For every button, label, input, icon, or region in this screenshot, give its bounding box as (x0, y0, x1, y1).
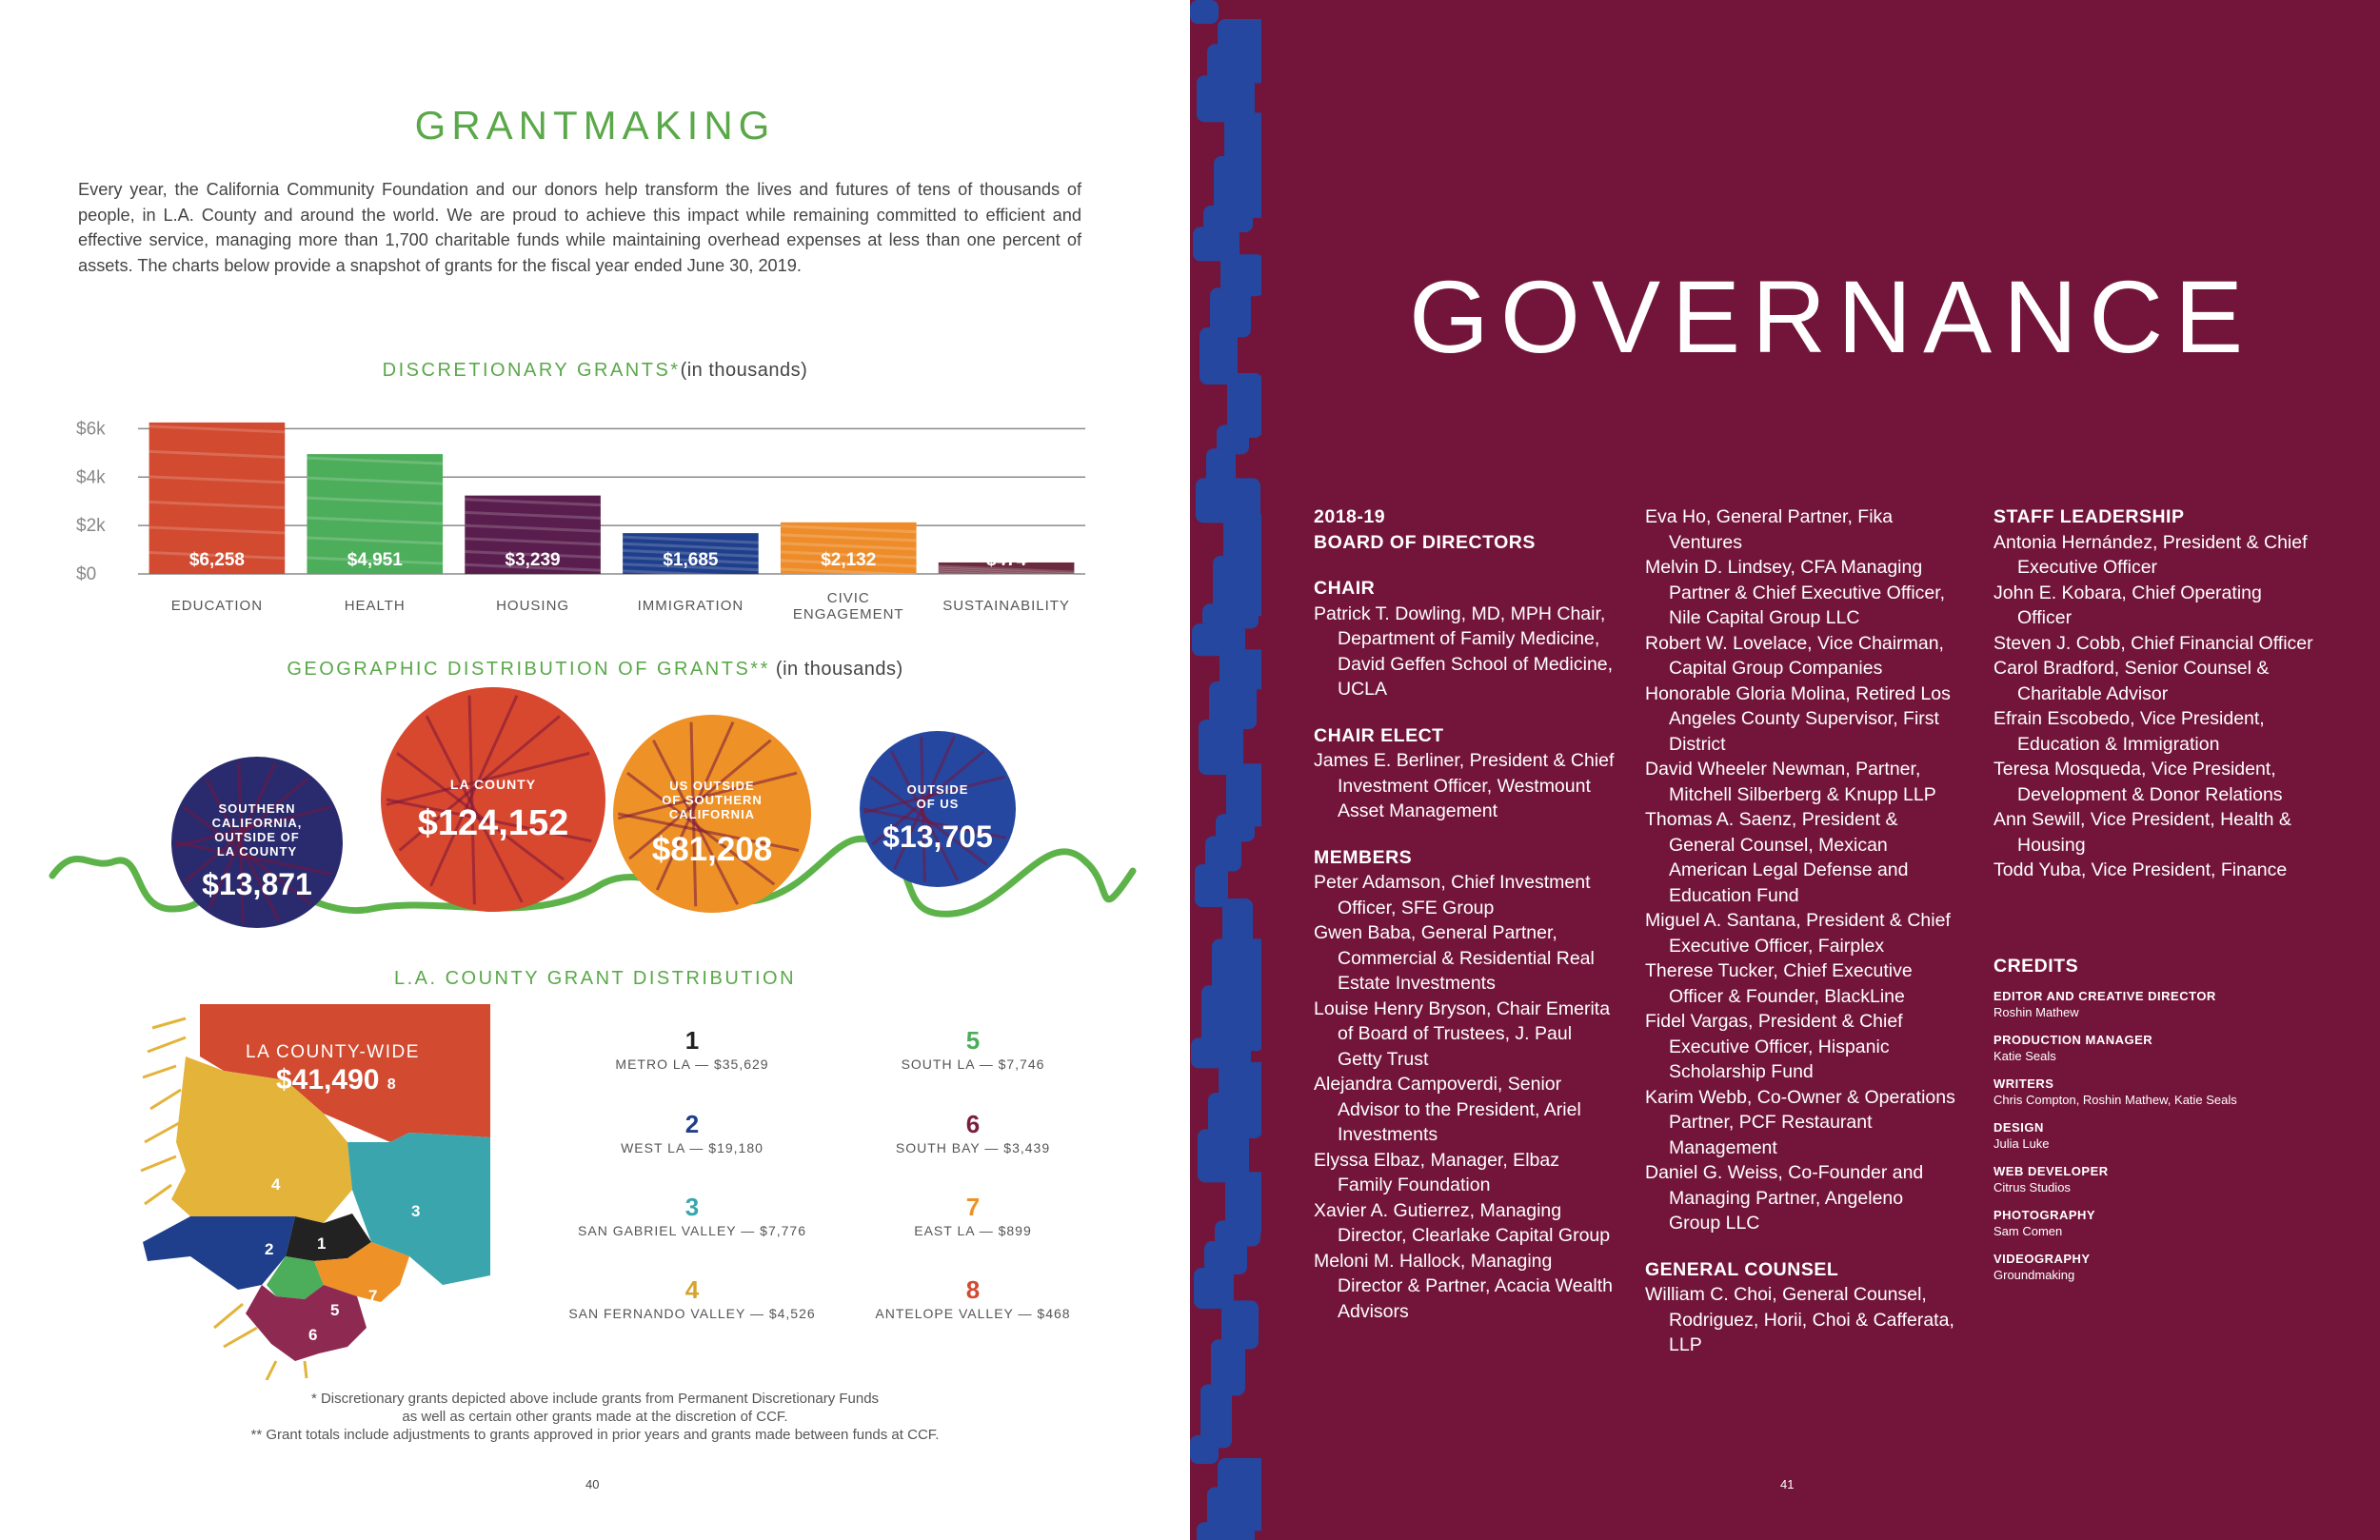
right-page (1190, 0, 2380, 1540)
credit-name: Citrus Studios (1993, 1180, 2071, 1194)
geo-title-sub: (in thousands) (769, 659, 903, 680)
credits-heading-wrap (1993, 954, 2317, 979)
credit-role: EDITOR AND CREATIVE DIRECTOR (1993, 989, 2216, 1003)
bubble-value: $124,152 (417, 803, 569, 843)
region-label: SAN GABRIEL VALLEY — $7,776 (578, 1223, 806, 1238)
section-heading: CHAIR (1314, 578, 1376, 599)
region-label: SAN FERNANDO VALLEY — $4,526 (568, 1306, 816, 1321)
region-number: 2 (684, 1110, 700, 1138)
region-legend-item (830, 1110, 1116, 1157)
region-label: EAST LA — $899 (914, 1223, 1032, 1238)
y-tick-label: $0 (76, 564, 97, 584)
person-entry: Carol Bradford, Senior Counsel & Charitable Advisor (1993, 658, 2270, 704)
person-entry: Alejandra Campoverdi, Senior Advisor to the President, Ariel Investments (1314, 1074, 1581, 1145)
bubble (381, 687, 605, 912)
map-region-number: 7 (368, 1287, 378, 1305)
bubble-label: LA COUNTY (216, 844, 298, 859)
map-region-number: 6 (308, 1326, 318, 1344)
section-heading: STAFF LEADERSHIP (1993, 506, 2185, 527)
person-entry: Teresa Mosqueda, Vice President, Development & Donor Relations (1993, 759, 2283, 805)
person-entry: Antonia Hernández, President & Chief Executive Officer (1993, 531, 2308, 578)
bubble-label: LA COUNTY (449, 777, 537, 792)
person-entry: Xavier A. Gutierrez, Managing Director, Clearlake Capital Group (1314, 1199, 1611, 1246)
section-heading: BOARD OF DIRECTORS (1314, 531, 1536, 553)
category-label: HOUSING (496, 598, 570, 614)
region-label: SOUTH BAY — $3,439 (895, 1140, 1051, 1155)
bubble-value: $81,208 (651, 831, 773, 868)
region-legend-item (549, 1110, 835, 1157)
category-label: SUSTAINABILITY (942, 598, 1070, 614)
credit-role: DESIGN (1993, 1120, 2044, 1135)
spacer (1645, 1236, 1959, 1257)
region-label: METRO LA — $35,629 (615, 1056, 769, 1072)
region-legend-item (549, 1026, 835, 1074)
board-column-2 (1645, 504, 1959, 1358)
region-number: 6 (965, 1110, 981, 1138)
region-number: 5 (965, 1026, 981, 1055)
person-entry: James E. Berliner, President & Chief Investment Officer, Westmount Asset Management (1314, 750, 1615, 821)
person-entry: Gwen Baba, General Partner, Commercial & Residential Real Estate Investments (1314, 922, 1595, 994)
geographic-distribution-chart (38, 681, 1142, 938)
region-number: 1 (684, 1026, 700, 1055)
discretionary-title-sub: (in thousands) (680, 360, 808, 381)
person-entry: Elyssa Elbaz, Manager, Elbaz Family Foundation (1314, 1149, 1559, 1195)
bubble-value: $13,705 (883, 819, 993, 854)
bar-value-label: $3,239 (505, 550, 561, 570)
category-label: EDUCATION (170, 598, 264, 614)
stripe-blob (1195, 864, 1228, 907)
category-label: CIVIC (826, 590, 870, 606)
credit-role: PRODUCTION MANAGER (1993, 1033, 2153, 1047)
y-tick-label: $4k (76, 467, 106, 488)
credit-name: Julia Luke (1993, 1136, 2050, 1151)
region-legend-item (830, 1026, 1116, 1074)
person-entry: Efrain Escobedo, Vice President, Education & Immigration (1993, 708, 2265, 755)
bubble (860, 731, 1016, 887)
person-entry: Thomas A. Saenz, President & General Counsel, Mexican American Legal Defense and Education Fund (1645, 809, 1909, 906)
person-entry: Ann Sewill, Vice President, Health & Housing (1993, 809, 2291, 856)
la-county-wide-label: LA COUNTY-WIDE (246, 1042, 420, 1062)
bubble-label: OUTSIDE OF (214, 830, 300, 844)
stripe-blob (1190, 0, 1219, 24)
credit-role: VIDEOGRAPHY (1993, 1252, 2091, 1266)
bar-value-label: $2,132 (821, 550, 877, 570)
region-label: ANTELOPE VALLEY — $468 (875, 1306, 1071, 1321)
category-label: ENGAGEMENT (792, 606, 904, 622)
credit-role: WRITERS (1993, 1076, 2054, 1091)
spacer (1314, 555, 1618, 576)
bubble-label: OF US (916, 797, 960, 811)
person-entry: Steven J. Cobb, Chief Financial Officer (1993, 632, 2313, 654)
credit-name: Groundmaking (1993, 1268, 2075, 1282)
stripe-blob (1197, 1522, 1255, 1540)
governance-title: GOVERNANCE (1409, 259, 2255, 374)
region-number: 8 (965, 1275, 981, 1304)
credit-name: Chris Compton, Roshin Mathew, Katie Seals (1993, 1093, 2237, 1107)
bubble-label: OUTSIDE (906, 782, 969, 797)
person-entry: Todd Yuba, Vice President, Finance (1993, 859, 2288, 880)
bar-value-label: $1,685 (663, 550, 719, 570)
person-entry: William C. Choi, General Counsel, Rodriguez, Horii, Choi & Cafferata, LLP (1645, 1284, 1954, 1355)
person-entry: John E. Kobara, Chief Operating Officer (1993, 582, 2262, 628)
map-region-number: 3 (411, 1202, 421, 1220)
region-number: 7 (965, 1193, 981, 1221)
region-number: 3 (684, 1193, 700, 1221)
geo-title (0, 659, 1190, 681)
bubble-label: US OUTSIDE (669, 779, 755, 793)
region-label: SOUTH LA — $7,746 (901, 1056, 1045, 1072)
person-entry: Fidel Vargas, President & Chief Executive Officer, Hispanic Scholarship Fund (1645, 1011, 1903, 1082)
person-entry: Robert W. Lovelace, Vice Chairman, Capital Group Companies (1645, 632, 1944, 679)
geo-title-text: GEOGRAPHIC DISTRIBUTION OF GRANTS** (287, 659, 770, 680)
section-heading: 2018-19 (1314, 506, 1386, 527)
map-region-number: 1 (317, 1234, 327, 1253)
credit-name: Katie Seals (1993, 1049, 2056, 1063)
person-entry: Karim Webb, Co-Owner & Operations Partner, PCF Restaurant Management (1645, 1086, 1955, 1158)
category-label: IMMIGRATION (637, 598, 744, 614)
discretionary-grants-chart (76, 390, 1114, 628)
la-distribution-title: L.A. COUNTY GRANT DISTRIBUTION (393, 968, 797, 989)
discretionary-title-text: DISCRETIONARY GRANTS* (382, 360, 681, 381)
region-legend-item (830, 1193, 1116, 1240)
credit-name: Sam Comen (1993, 1224, 2063, 1238)
bubble (613, 715, 811, 913)
section-heading: GENERAL COUNSEL (1645, 1258, 1839, 1280)
region-number: 4 (684, 1275, 700, 1304)
section-heading: CHAIR ELECT (1314, 724, 1444, 746)
bubble-label: SOUTHERN (218, 801, 296, 816)
y-tick-label: $2k (76, 516, 106, 537)
region-legend-item (549, 1193, 835, 1240)
person-entry: Eva Ho, General Partner, Fika Ventures (1645, 506, 1894, 553)
section-heading: MEMBERS (1314, 846, 1413, 868)
bubble-label: CALIFORNIA, (211, 816, 303, 830)
page-number-right: 41 (1780, 1477, 1795, 1491)
page-number-left: 40 (585, 1477, 600, 1491)
la-county-wide-region-number: 8 (387, 1076, 396, 1093)
person-entry: Miguel A. Santana, President & Chief Executive Officer, Fairplex (1645, 910, 1951, 957)
person-entry: Meloni M. Hallock, Managing Director & Partner, Acacia Wealth Advisors (1314, 1250, 1614, 1322)
person-entry: Therese Tucker, Chief Executive Officer & Founder, BlackLine (1645, 960, 1913, 1007)
person-entry: Honorable Gloria Molina, Retired Los Angeles County Supervisor, First District (1645, 682, 1951, 755)
credit-role: WEB DEVELOPER (1993, 1164, 2109, 1178)
person-entry: Peter Adamson, Chief Investment Officer, SFE Group (1314, 872, 1591, 918)
board-column-1 (1314, 504, 1618, 1324)
page-title: GRANTMAKING (414, 103, 776, 148)
spacer (1314, 702, 1618, 723)
person-entry: David Wheeler Newman, Partner, Mitchell Silberberg & Knupp LLP (1645, 759, 1936, 805)
la-county-wide-value (276, 1064, 396, 1096)
person-entry: Melvin D. Lindsey, CFA Managing Partner & Chief Executive Officer, Nile Capital Group LLC (1645, 557, 1946, 628)
person-entry: Patrick T. Dowling, MD, MPH Chair, Department of Family Medicine, David Geffen School of Medicine, UCLA (1314, 602, 1614, 700)
region-legend-item (549, 1275, 835, 1323)
footnote-1: * Discretionary grants depicted above include grants from Permanent Discretionary Funds (310, 1391, 880, 1407)
bubble-label: OF SOUTHERN (662, 793, 763, 807)
map-region-number: 5 (330, 1301, 340, 1319)
decorative-blue-stripe (1190, 0, 1261, 1540)
bar-value-label: $474 (985, 550, 1027, 570)
stripe-blob (1190, 1435, 1219, 1464)
credits-list (1993, 988, 2336, 1294)
footnote-2: as well as certain other grants made at the discretion of CCF. (402, 1409, 788, 1425)
region-legend-item (830, 1275, 1116, 1323)
intro-paragraph: Every year, the California Community Foundation and our donors help transform the lives and futures of tens of thousands of people, in L.A. County and around the world. We are proud to achieve this impact while remaining committed to efficient and effective service, managing more than 1,700 charitable funds while maintaining overhead expenses at less than one percent of assets. The charts below provide a snapshot of grants for the fiscal year ended June 30, 2019. (78, 180, 1081, 275)
category-label: HEALTH (344, 598, 406, 614)
la-county-wide-amount: $41,490 (276, 1064, 380, 1096)
person-entry: Daniel G. Weiss, Co-Founder and Managing Partner, Angeleno Group LLC (1645, 1162, 1924, 1234)
discretionary-title (0, 360, 1190, 382)
credits-heading: CREDITS (1993, 956, 2079, 977)
bubble (171, 757, 343, 928)
y-tick-label: $6k (76, 419, 106, 440)
spacer (1314, 824, 1618, 845)
map-region-number: 4 (271, 1175, 281, 1194)
map-region-number: 2 (265, 1240, 274, 1258)
person-entry: Louise Henry Bryson, Chair Emerita of Board of Trustees, J. Paul Getty Trust (1314, 997, 1611, 1070)
footnote-3: ** Grant totals include adjustments to grants approved in prior years and grants made between funds at CCF. (250, 1427, 940, 1443)
bubble-circle (381, 687, 605, 912)
bar-value-label: $4,951 (347, 550, 403, 570)
bar-value-label: $6,258 (188, 550, 245, 570)
bubble-label: CALIFORNIA (668, 807, 756, 821)
staff-leadership-column (1993, 504, 2317, 883)
credit-name: Roshin Mathew (1993, 1005, 2079, 1019)
credit-role: PHOTOGRAPHY (1993, 1208, 2096, 1222)
region-label: WEST LA — $19,180 (621, 1140, 764, 1155)
bubble-value: $13,871 (202, 867, 312, 901)
